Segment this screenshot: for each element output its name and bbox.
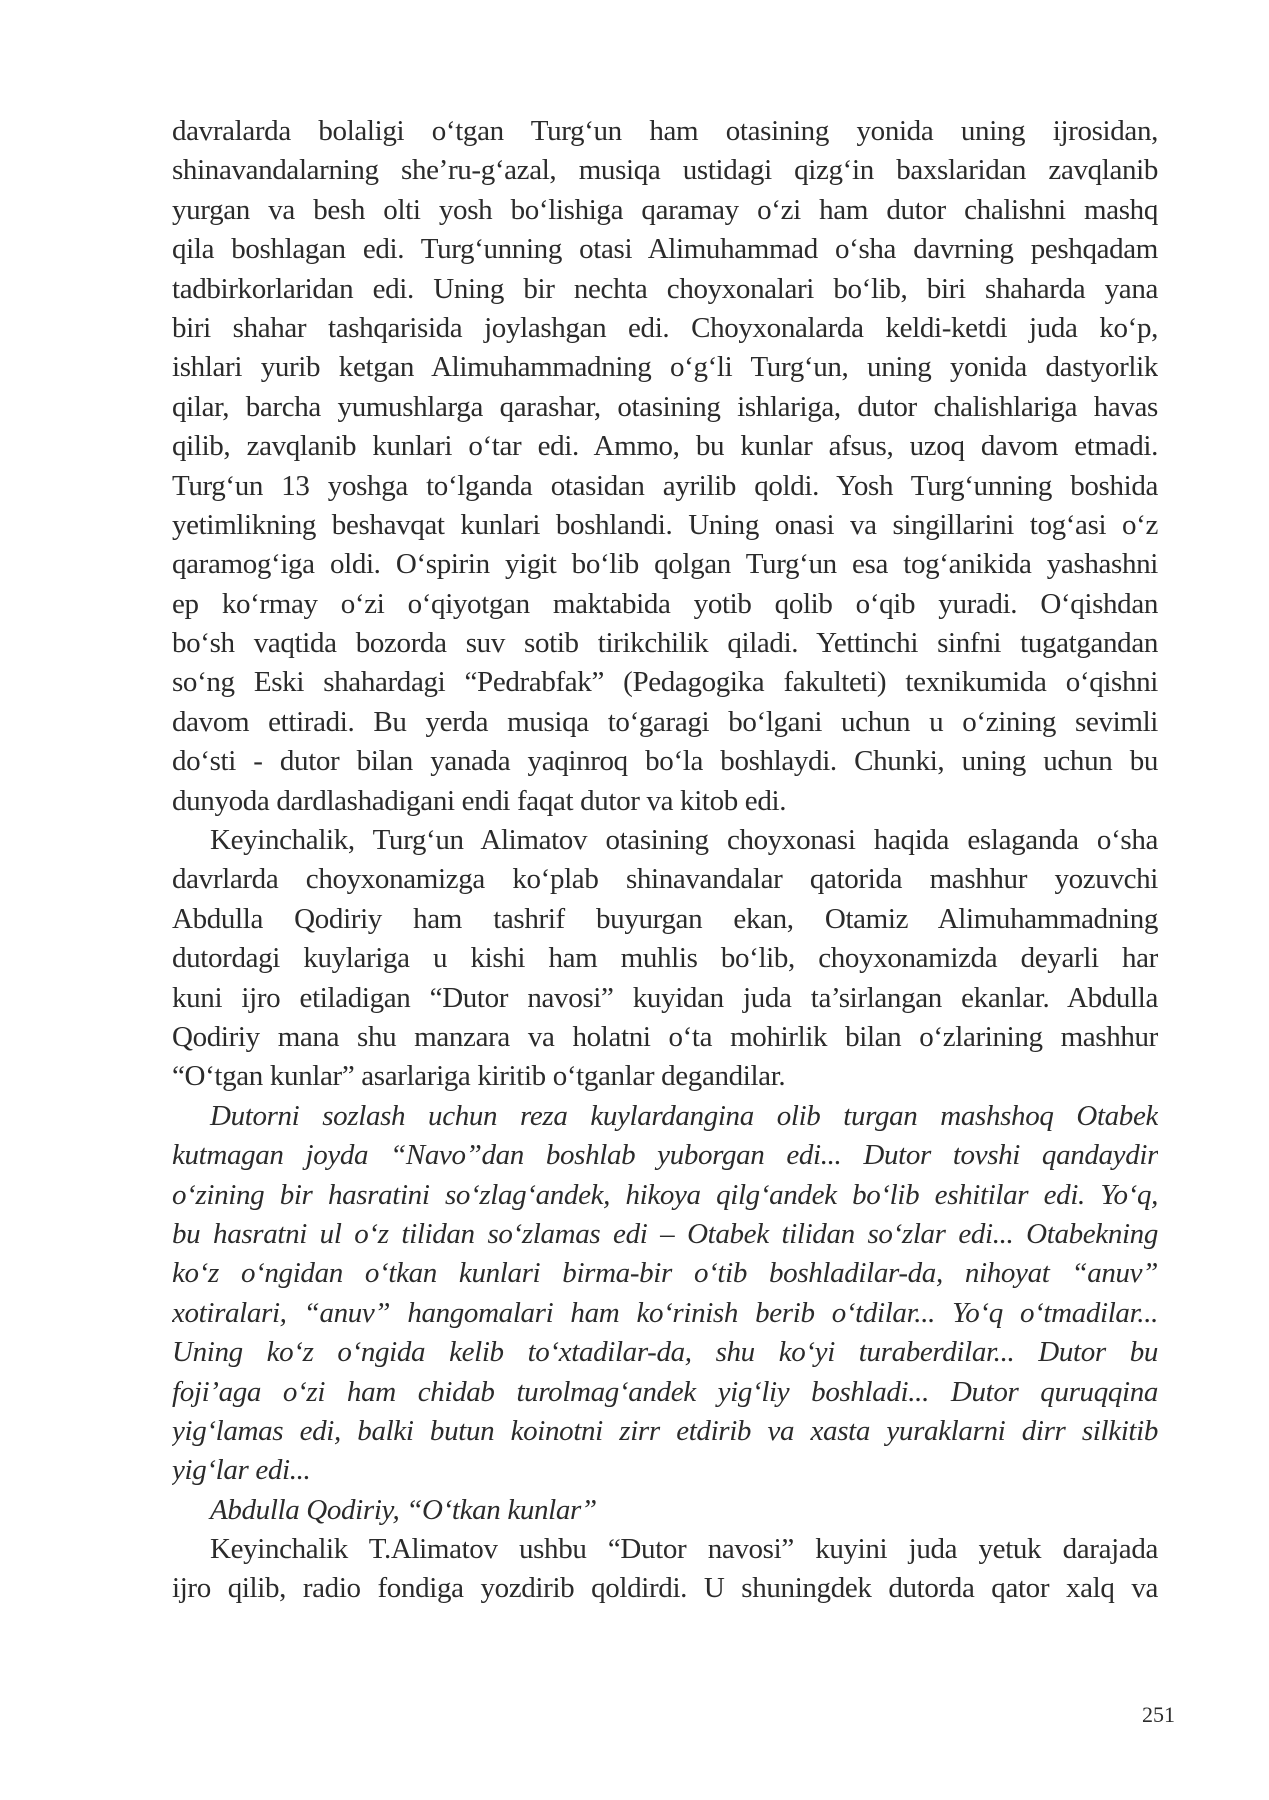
text-line: bo‘sh vaqtida bozorda suv sotib tirikchilik qiladi. Yettinchi sinfni tugatgandan: [172, 627, 1158, 660]
text-line: qaramog‘iga oldi. O‘spirin yigit bo‘lib qolgan Turg‘un esa tog‘anikida yashashni: [172, 548, 1158, 581]
text-line: ep ko‘rmay o‘zi o‘qiyotgan maktabida yotib qolib o‘qib yuradi. O‘qishdan: [172, 587, 1158, 620]
text-line: Abdulla Qodiriy ham tashrif buyurgan ekan, Otamiz Alimuhammadning: [172, 902, 1158, 935]
quote-line: foji’aga o‘zi ham chidab turolmag‘andek yig‘liy boshladi... Dutor quruqqina: [172, 1375, 1158, 1408]
text-line: Keyinchalik, Turg‘un Alimatov otasining choyxonasi haqida eslaganda o‘sha: [210, 824, 1158, 857]
quote-line: o‘zining bir hasratini so‘zlag‘andek, hikoya qilg‘andek bo‘lib eshitilar edi. Yo‘q,: [172, 1178, 1158, 1211]
text-line: qilar, barcha yumushlarga qarashar, otasining ishlariga, dutor chalishlariga havas: [172, 390, 1158, 423]
quote-line: yig‘lar edi...: [172, 1454, 311, 1487]
text-line: davom ettiradi. Bu yerda musiqa to‘garagi bo‘lgani uchun u o‘zining sevimli: [172, 705, 1158, 738]
paragraph-biography: [172, 112, 1158, 821]
text-line: tadbirkorlaridan edi. Uning bir nechta choyxonalari bo‘lib, biri shaharda yana: [172, 272, 1158, 305]
text-line: dutordagi kuylariga u kishi ham muhlis bo‘lib, choyxonamizda deyarli har: [172, 942, 1158, 975]
text-line: Turg‘un 13 yoshga to‘lganda otasidan ayrilib qoldi. Yosh Turg‘unning boshida: [172, 469, 1158, 502]
text-line: davrlarda choyxonamizga ko‘plab shinavandalar qatorida mashhur yozuvchi: [172, 863, 1158, 896]
text-line: yurgan va besh olti yosh bo‘lishiga qaramay o‘zi ham dutor chalishni mashq: [172, 193, 1158, 226]
text-line: davralarda bolaligi o‘tgan Turg‘un ham otasining yonida uning ijrosidan,: [172, 115, 1158, 147]
page-body: [172, 112, 1158, 1609]
text-line: “O‘tgan kunlar” asarlariga kiritib o‘tganlar degandilar.: [172, 1060, 786, 1093]
block-quote: [172, 1097, 1158, 1491]
text-line: qilib, zavqlanib kunlari o‘tar edi. Ammo, bu kunlar afsus, uzoq davom etmadi.: [172, 430, 1158, 463]
quote-attribution: [172, 1491, 1158, 1530]
text-line: ijro qilib, radio fondiga yozdirib qoldirdi. U shuningdek dutorda qator xalq va: [172, 1572, 1158, 1605]
text-line: shinavandalarning she’ru-g‘azal, musiqa ustidagi qizg‘in baxslaridan zavqlanib: [172, 154, 1158, 187]
text-line: do‘sti - dutor bilan yanada yaqinroq bo‘la boshlaydi. Chunki, uning uchun bu: [172, 745, 1158, 778]
quote-line: kutmagan joyda “Navo”dan boshlab yuborgan edi... Dutor tovshi qandaydir: [172, 1139, 1158, 1172]
quote-line: bu hasratni ul o‘z tilidan so‘zlamas edi – Otabek tilidan so‘zlar edi... Otabekning: [172, 1217, 1158, 1250]
paragraph-recording: [172, 1530, 1158, 1609]
quote-line: Uning ko‘z o‘ngida kelib to‘xtadilar-da, shu ko‘yi turaberdilar... Dutor bu: [172, 1336, 1158, 1369]
quote-line: xotiralari, “anuv” hangomalari ham ko‘rinish berib o‘tdilar... Yo‘q o‘tmadilar...: [172, 1296, 1158, 1329]
text-line: Qodiriy mana shu manzara va holatni o‘ta mohirlik bilan o‘zlarining mashhur: [172, 1020, 1158, 1053]
text-line: so‘ng Eski shahardagi “Pedrabfak” (Pedagogika fakulteti) texnikumida o‘qishni: [172, 666, 1158, 699]
quote-line: Dutorni sozlash uchun reza kuylardangina olib turgan mashshoq Otabek: [210, 1099, 1158, 1132]
quote-line: ko‘z o‘ngidan o‘tkan kunlari birma-bir o‘tib boshladilar-da, nihoyat “anuv”: [172, 1257, 1158, 1290]
page-number: 251: [1142, 1702, 1175, 1727]
text-line: dunyoda dardlashadigani endi faqat dutor va kitob edi.: [172, 784, 787, 817]
text-line: Keyinchalik T.Alimatov ushbu “Dutor navosi” kuyini juda yetuk darajada: [210, 1533, 1158, 1566]
text-line: yetimlikning beshavqat kunlari boshlandi. Uning onasi va singillarini tog‘asi o‘z: [172, 508, 1158, 541]
attribution-line: Abdulla Qodiriy, “O‘tkan kunlar”: [210, 1493, 597, 1526]
text-line: kuni ijro etiladigan “Dutor navosi” kuyidan juda ta’sirlangan ekanlar. Abdulla: [172, 981, 1158, 1014]
quote-line: yig‘lamas edi, balki butun koinotni zirr etdirib va xasta yuraklarni dirr silkitib: [172, 1414, 1158, 1447]
text-line: biri shahar tashqarisida joylashgan edi. Choyxonalarda keldi-ketdi juda ko‘p,: [172, 311, 1158, 344]
paragraph-recollection: [172, 821, 1158, 1097]
text-line: qila boshlagan edi. Turg‘unning otasi Alimuhammad o‘sha davrning peshqadam: [172, 233, 1158, 266]
text-line: ishlari yurib ketgan Alimuhammadning o‘g‘li Turg‘un, uning yonida dastyorlik: [172, 351, 1158, 384]
